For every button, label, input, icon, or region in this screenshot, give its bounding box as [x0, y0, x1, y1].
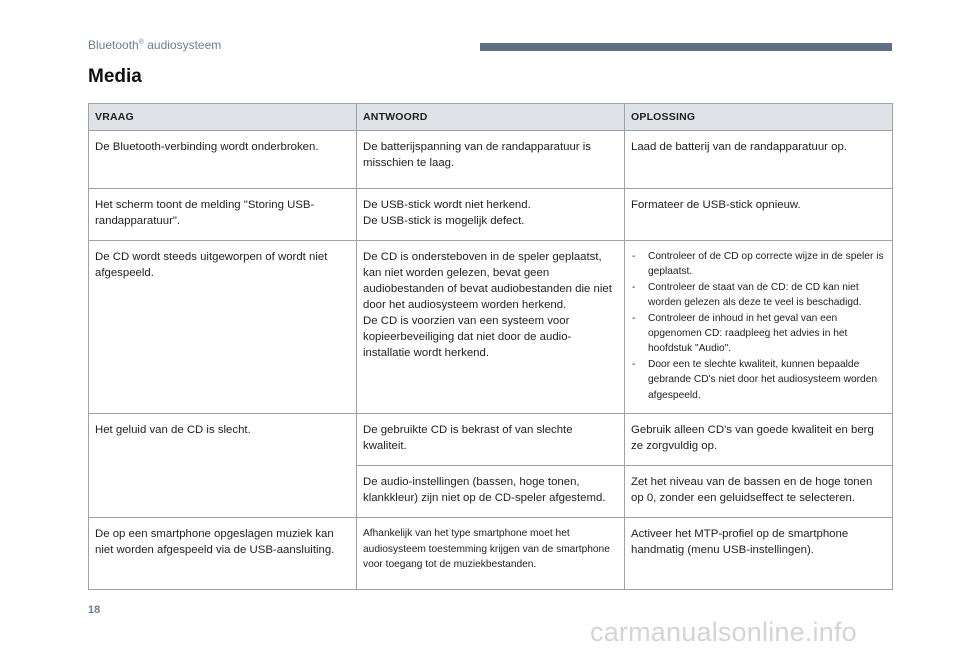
question-cell: De Bluetooth-verbinding wordt onderbroken.: [89, 131, 357, 189]
section-label-rest: audiosysteem: [143, 38, 222, 52]
answer-cell: Afhankelijk van het type smartphone moet het audiosysteem toestemming krijgen van de smartphone voor toegang tot de muziekbestanden.: [357, 518, 625, 590]
solution-cell: Activeer het MTP-profiel op de smartphone handmatig (menu USB-instellingen).: [625, 518, 893, 590]
answer-line: De CD is ondersteboven in de speler geplaatst, kan niet worden gelezen, bevat geen audiobestanden of bevat audiobestanden die niet door het audiosysteem worden herkend.: [363, 251, 612, 311]
page-title: Media: [88, 66, 142, 87]
table-row: [89, 518, 893, 590]
page-number: 18: [88, 604, 101, 616]
answer-cell: [357, 241, 625, 414]
question-cell: Het scherm toont de melding "Storing USB-randapparatuur".: [89, 189, 357, 241]
question-cell: De op een smartphone opgeslagen muziek kan niet worden afgespeeld via de USB-aansluiting.: [89, 518, 357, 590]
faq-table: [88, 103, 893, 590]
solution-cell: [625, 241, 893, 414]
watermark: carmanualsonline.info: [590, 617, 857, 647]
question-cell: Het geluid van de CD is slecht.: [89, 414, 357, 518]
section-label: [88, 38, 221, 52]
answer-cell: [357, 189, 625, 241]
answer-cell: De batterijspanning van de randapparatuur is misschien te laag.: [357, 131, 625, 189]
table-row: [89, 189, 893, 241]
solution-cell: Gebruik alleen CD's van goede kwaliteit en berg ze zorgvuldig op.: [625, 414, 893, 466]
answer-cell: De gebruikte CD is bekrast of van slechte kwaliteit.: [357, 414, 625, 466]
answer-cell: De audio-instellingen (bassen, hoge tonen, klankkleur) zijn niet op de CD-speler afgestemd.: [357, 466, 625, 518]
header-bar: [480, 43, 892, 51]
section-label-brand: Bluetooth: [88, 38, 139, 52]
answer-line: De USB-stick is mogelijk defect.: [363, 215, 525, 227]
question-cell: De CD wordt steeds uitgeworpen of wordt niet afgespeeld.: [89, 241, 357, 414]
answer-line: De CD is voorzien van een systeem voor kopieerbeveiliging dat niet door de audio-installatie wordt herkend.: [363, 315, 572, 359]
table-row: [89, 414, 893, 466]
registered-mark: ®: [138, 39, 144, 46]
column-header-answer: ANTWOORD: [357, 104, 625, 131]
table-row: [89, 241, 893, 414]
table-header-row: [89, 104, 893, 131]
column-header-question: VRAAG: [89, 104, 357, 131]
solution-step: - Controleer of de CD op correcte wijze in de speler is geplaatst.: [631, 249, 886, 280]
answer-line: De USB-stick wordt niet herkend.: [363, 199, 531, 211]
column-header-solution: OPLOSSING: [625, 104, 893, 131]
solution-cell: Formateer de USB-stick opnieuw.: [625, 189, 893, 241]
solution-cell: Zet het niveau van de bassen en de hoge tonen op 0, zonder een geluidseffect te selecteren.: [625, 466, 893, 518]
solution-step: - Door een te slechte kwaliteit, kunnen bepaalde gebrande CD's niet door het audiosysteem worden afgespeeld.: [631, 357, 886, 403]
solution-steps-list: [631, 249, 886, 403]
solution-cell: Laad de batterij van de randapparatuur op.: [625, 131, 893, 189]
solution-step: - Controleer de staat van de CD: de CD kan niet worden gelezen als deze te veel is beschadigd.: [631, 280, 886, 311]
solution-step: - Controleer de inhoud in het geval van een opgenomen CD: raadpleeg het advies in het hoofdstuk "Audio".: [631, 311, 886, 357]
table-row: [89, 131, 893, 189]
